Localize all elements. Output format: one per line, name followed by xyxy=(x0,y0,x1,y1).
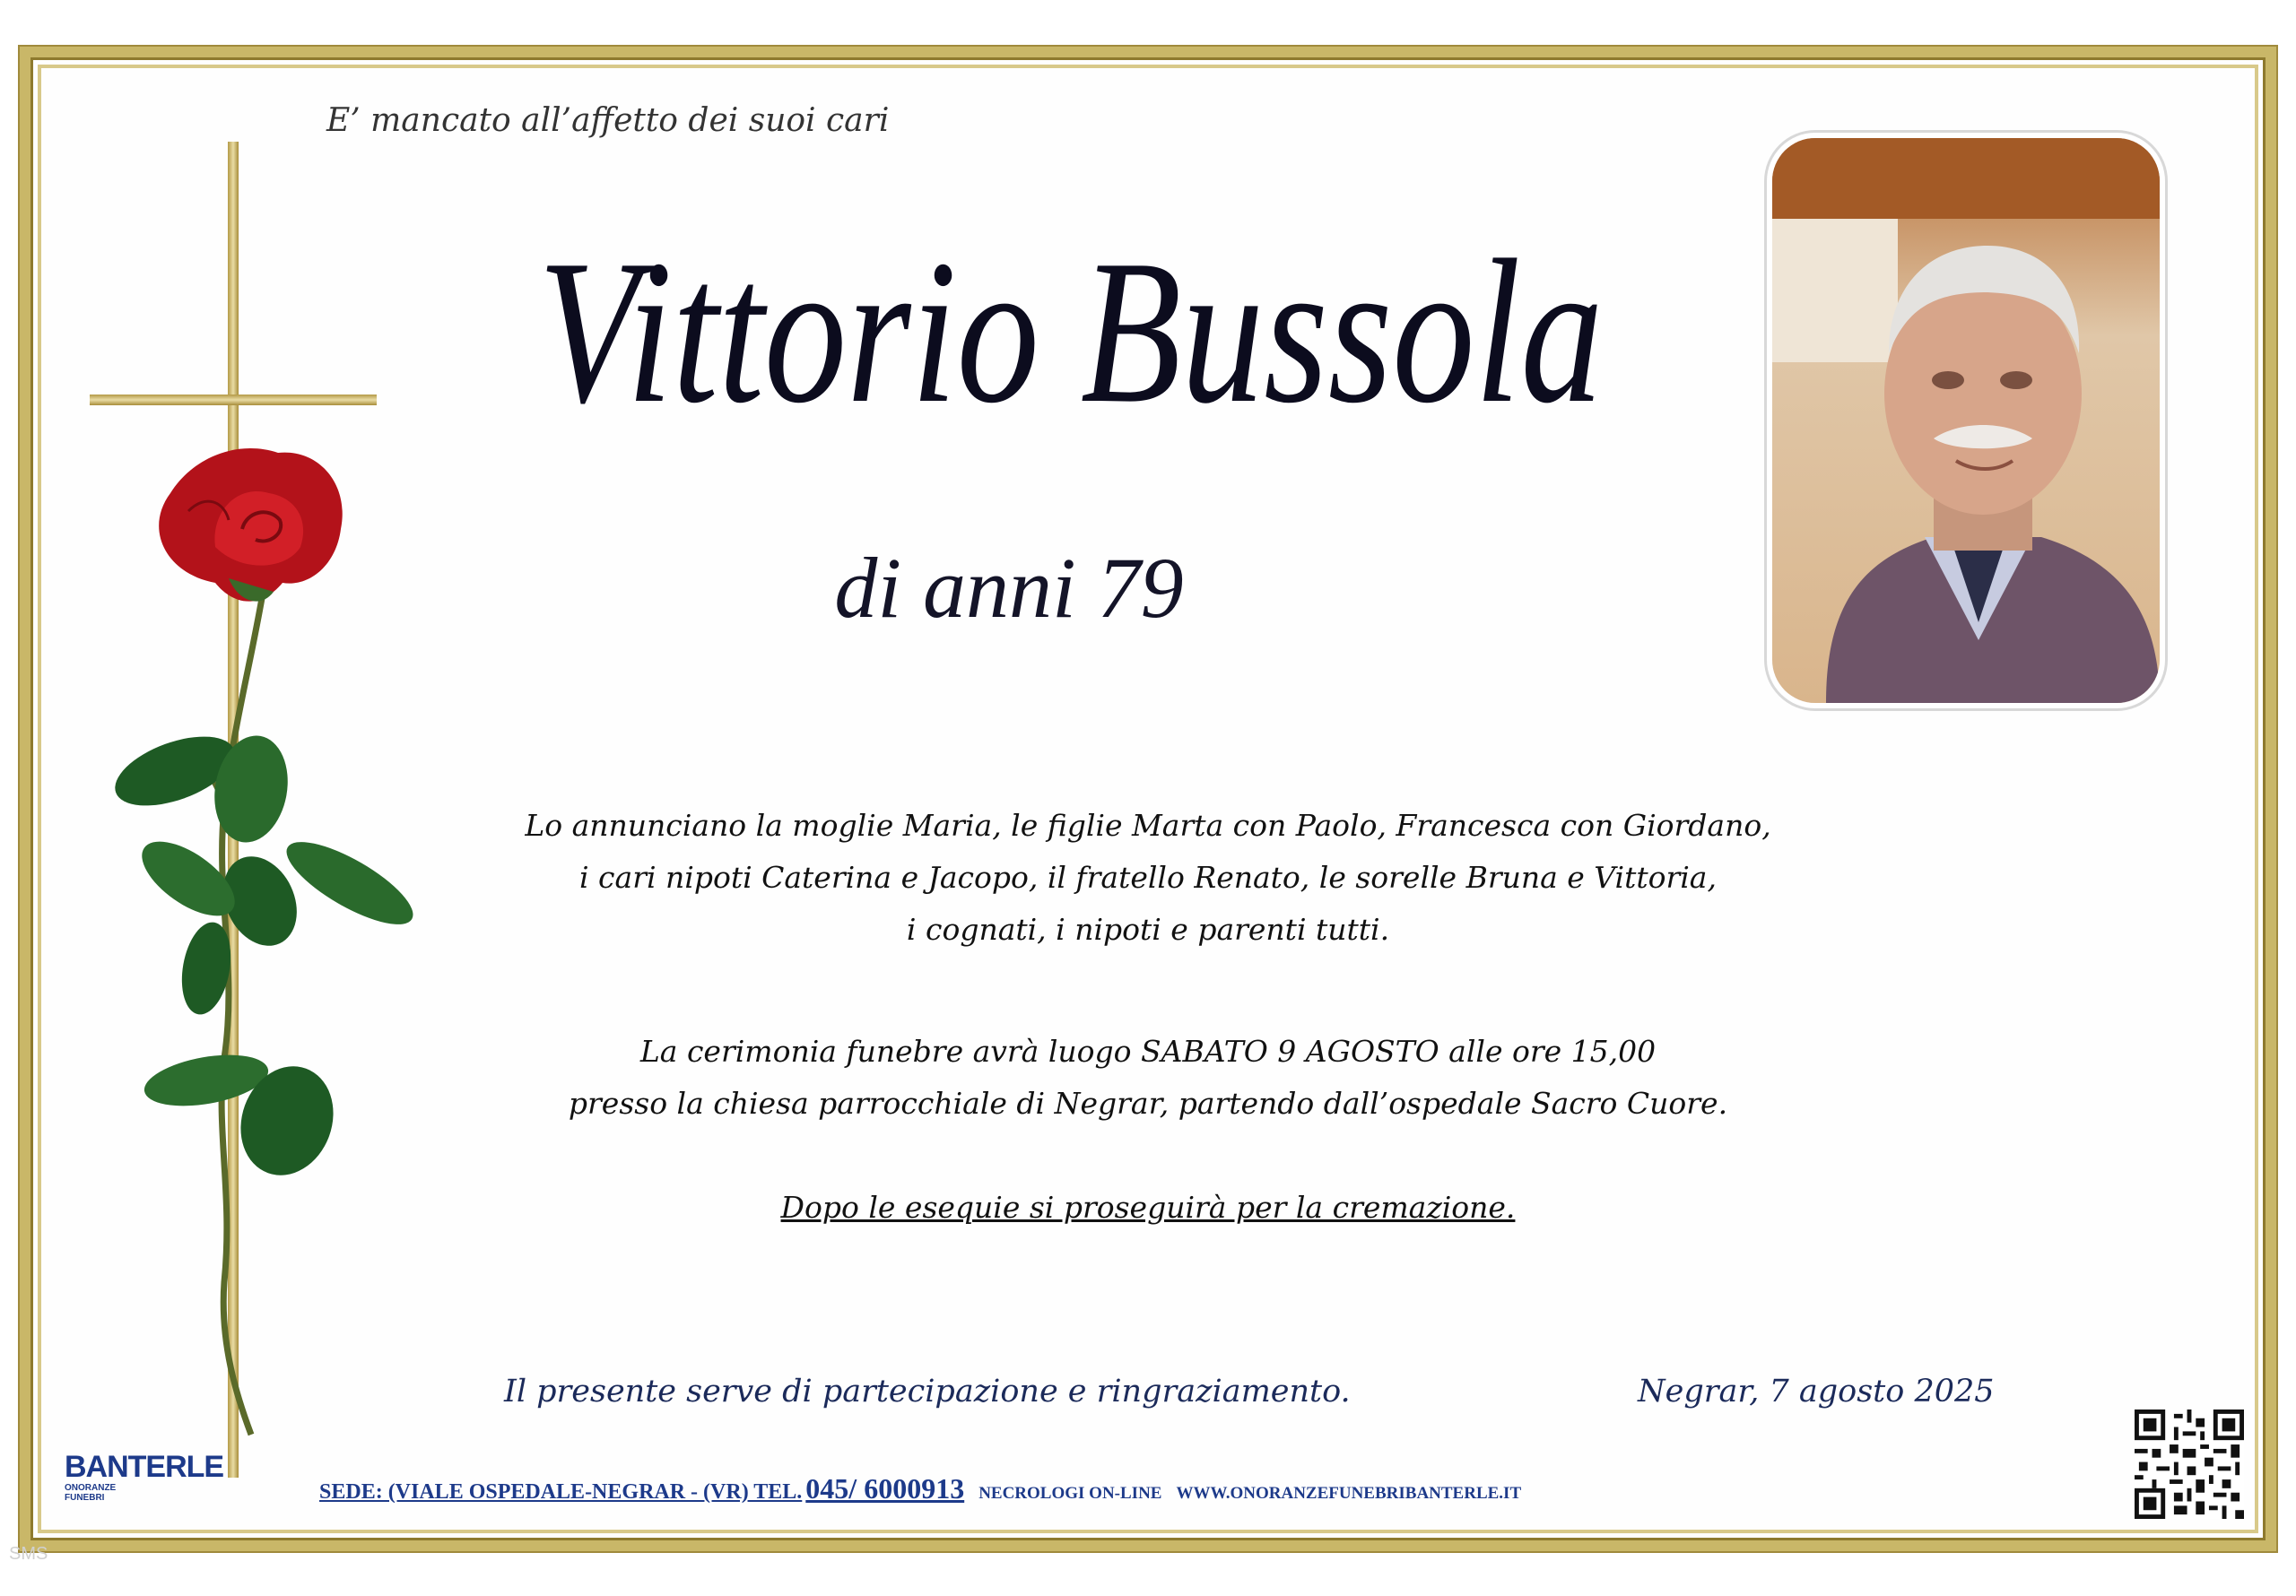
footer-phone[interactable]: 045/ 6000913 xyxy=(805,1472,965,1505)
logo-sub-2: FUNEBRI xyxy=(65,1493,105,1503)
ceremony-line: presso la chiesa parrocchiale di Negrar, partendo dall’ospedale Sacro Cuore. xyxy=(568,1086,1728,1121)
logo-sub-1: ONORANZE xyxy=(65,1483,117,1493)
footer-contact xyxy=(319,1472,1521,1505)
ceremony-line: La cerimonia funebre avrà luogo SABATO 9 AGOSTO alle ore 15,00 xyxy=(639,1034,1657,1069)
place-date: Negrar, 7 agosto 2025 xyxy=(1638,1374,1995,1410)
family-line: i cari nipoti Caterina e Jacopo, il fratello Renato, le sorelle Bruna e Vittoria, xyxy=(579,860,1717,895)
cremation-text: Dopo le esequie si proseguirà per la cremazione. xyxy=(780,1190,1516,1225)
family-announcement xyxy=(0,800,2296,956)
deceased-name: Vittorio Bussola xyxy=(538,217,1604,446)
age-label: di anni 79 xyxy=(834,540,1184,636)
ceremony-info xyxy=(0,1026,2296,1130)
sms-watermark: SMS xyxy=(9,1544,48,1564)
portrait-photo xyxy=(1772,138,2160,703)
cross-arm xyxy=(90,395,377,405)
family-line: i cognati, i nipoti e parenti tutti. xyxy=(906,912,1390,947)
qr-code-icon[interactable] xyxy=(2135,1410,2244,1519)
footer-website[interactable]: WWW.ONORANZEFUNEBRIBANTERLE.IT xyxy=(1176,1484,1522,1503)
logo-name: BANTERLE xyxy=(65,1450,224,1484)
cremation-note xyxy=(0,1182,2296,1234)
thanks-text: Il presente serve di partecipazione e ringraziamento. xyxy=(504,1374,1351,1410)
footer-online-label: NECROLOGI ON-LINE xyxy=(978,1484,1162,1503)
intro-text: E’ mancato all’affetto dei suoi cari xyxy=(326,102,890,139)
footer-address: SEDE: (VIALE OSPEDALE-NEGRAR - (VR) TEL. xyxy=(319,1480,803,1504)
banterle-logo xyxy=(65,1451,226,1506)
family-line: Lo annunciano la moglie Maria, le figlie Marta con Paolo, Francesca con Giordano, xyxy=(525,808,1771,843)
